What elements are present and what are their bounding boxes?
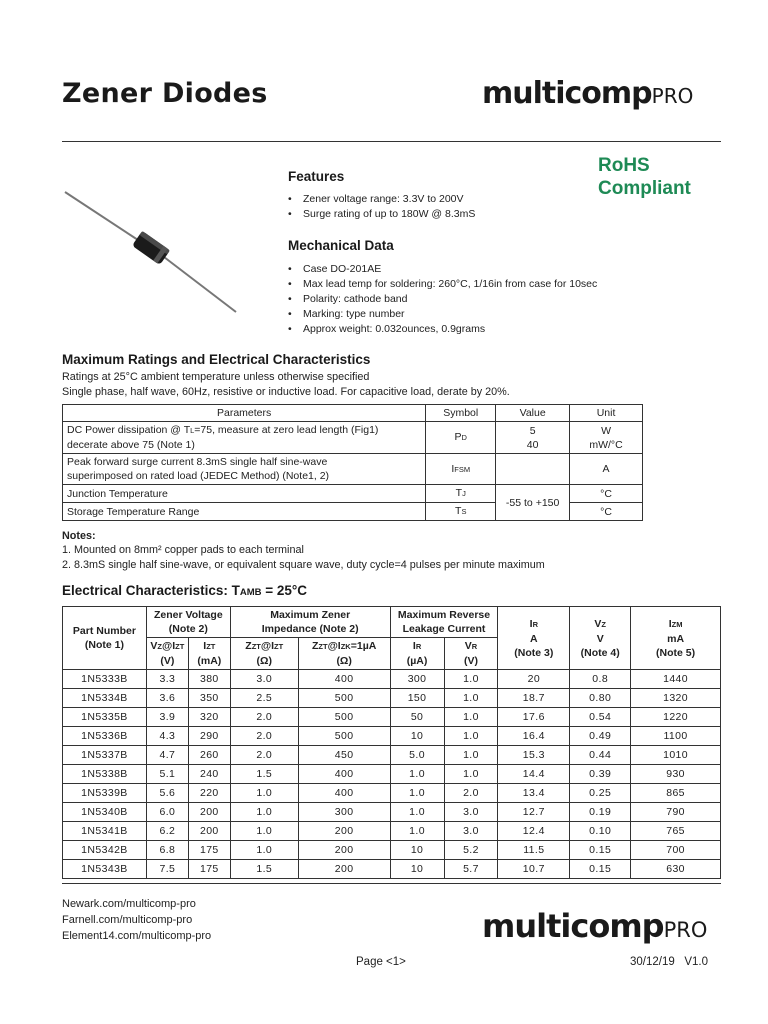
table-cell: 1.0 (444, 765, 498, 784)
table-cell: 930 (631, 765, 721, 784)
symbol-cell: IFSM (426, 454, 496, 485)
table-cell: 150 (390, 689, 444, 708)
table-cell: 0.80 (570, 689, 631, 708)
mechanical-heading: Mechanical Data (288, 238, 394, 253)
page-number: Page <1> (356, 956, 406, 968)
table-cell: 2.0 (444, 784, 498, 803)
table-cell: 0.15 (570, 860, 631, 879)
table-cell: 11.5 (498, 841, 570, 860)
header-divider (62, 141, 721, 142)
col-izm: IZM mA (Note 5) (631, 607, 721, 670)
logo-pro-text: PRO (651, 84, 694, 108)
table-cell: 200 (298, 860, 390, 879)
table-cell: 1.0 (230, 822, 298, 841)
table-cell: 0.8 (570, 670, 631, 689)
table-cell: 2.5 (230, 689, 298, 708)
table-row (63, 784, 721, 803)
table-cell: 290 (188, 727, 230, 746)
table-cell: 13.4 (498, 784, 570, 803)
table-cell: 5.0 (390, 746, 444, 765)
table-row (63, 803, 721, 822)
table-row (63, 765, 721, 784)
table-row (63, 708, 721, 727)
table-row (63, 860, 721, 879)
table-cell: 500 (298, 689, 390, 708)
table-cell: 15.3 (498, 746, 570, 765)
electrical-table-body (63, 670, 721, 879)
table-cell: 7.5 (146, 860, 188, 879)
table-cell: 450 (298, 746, 390, 765)
table-cell: 1.0 (390, 803, 444, 822)
table-cell: 1.5 (230, 765, 298, 784)
table-cell: 0.19 (570, 803, 631, 822)
table-cell: 10 (390, 860, 444, 879)
logo-pro-text: PRO (663, 918, 708, 942)
table-cell: 1N5340B (63, 803, 147, 822)
table-cell: 0.49 (570, 727, 631, 746)
electrical-characteristics-table (62, 606, 721, 879)
table-cell: 350 (188, 689, 230, 708)
note-1: 1. Mounted on 8mm² copper pads to each terminal (62, 544, 304, 556)
unit-cell: W mW/°C (570, 422, 643, 454)
table-cell: 3.6 (146, 689, 188, 708)
table-cell: 175 (188, 860, 230, 879)
param-cell: Storage Temperature Range (63, 503, 426, 521)
col-vr: VR (V) (444, 638, 498, 670)
rohs-badge (598, 154, 691, 200)
list-item: • Max lead temp for soldering: 260°C, 1/16in from case for 10sec (288, 277, 597, 292)
table-cell: 1.0 (444, 727, 498, 746)
table-cell: 3.0 (444, 822, 498, 841)
table-row (63, 454, 643, 485)
table-cell: 1.0 (390, 765, 444, 784)
table-cell: 1N5334B (63, 689, 147, 708)
symbol-cell: TJ (426, 485, 496, 503)
table-cell: 2.0 (230, 708, 298, 727)
table-cell: 0.15 (570, 841, 631, 860)
table-cell: 380 (188, 670, 230, 689)
table-cell: 1N5337B (63, 746, 147, 765)
table-cell: 240 (188, 765, 230, 784)
table-row (63, 841, 721, 860)
table-cell: 0.25 (570, 784, 631, 803)
col-value: Value (496, 405, 570, 422)
table-cell: 790 (631, 803, 721, 822)
table-cell: 2.0 (230, 727, 298, 746)
electrical-heading: Electrical Characteristics: TAMB = 25°C (62, 583, 308, 598)
col-vz-at-izt: VZ@IZT (V) (146, 638, 188, 670)
table-cell: 5.1 (146, 765, 188, 784)
table-cell: 12.4 (498, 822, 570, 841)
rohs-line2: Compliant (598, 178, 691, 199)
table-cell: 1320 (631, 689, 721, 708)
table-row (63, 422, 643, 454)
table-cell: 200 (188, 822, 230, 841)
table-cell: 1.0 (444, 708, 498, 727)
table-cell: 400 (298, 765, 390, 784)
table-row (63, 670, 721, 689)
list-item: • Zener voltage range: 3.3V to 200V (288, 192, 475, 207)
table-header-row (63, 607, 721, 638)
list-item: • Case DO-201AE (288, 262, 597, 277)
col-ir: IR A (Note 3) (498, 607, 570, 670)
table-header-row (63, 405, 643, 422)
table-cell: 200 (298, 841, 390, 860)
value-cell: 5 40 (496, 422, 570, 454)
table-cell: 1.0 (444, 670, 498, 689)
ratings-note-1: Ratings at 25°C ambient temperature unless otherwise specified (62, 371, 370, 383)
param-cell: Junction Temperature (63, 485, 426, 503)
table-cell: 865 (631, 784, 721, 803)
param-cell: Peak forward surge current 8.3mS single half sine-wave superimposed on rated load (JEDEC Method) (Note1, 2) (63, 454, 426, 485)
table-cell: 3.0 (230, 670, 298, 689)
table-cell: 6.2 (146, 822, 188, 841)
ratings-note-2: Single phase, half wave, 60Hz, resistive or inductive load. For capacitive load, derate by 20%. (62, 386, 510, 398)
table-cell: 300 (298, 803, 390, 822)
symbol-cell: TS (426, 503, 496, 521)
param-cell: DC Power dissipation @ TL=75, measure at zero lead length (Fig1) decerate above 75 (Note 1) (63, 422, 426, 454)
table-cell: 10.7 (498, 860, 570, 879)
table-cell: 1.0 (444, 689, 498, 708)
note-2: 2. 8.3mS single half sine-wave, or equivalent square wave, duty cycle=4 pulses per minute maximum (62, 559, 545, 571)
date-version: 30/12/19 V1.0 (630, 956, 709, 968)
max-ratings-table (62, 404, 643, 521)
table-cell: 1N5336B (63, 727, 147, 746)
table-cell: 0.10 (570, 822, 631, 841)
footer-link-farnell[interactable]: Farnell.com/multicomp-pro (62, 914, 193, 926)
col-zzk: ZZT@IZK=1µA (Ω) (298, 638, 390, 670)
table-cell: 4.7 (146, 746, 188, 765)
table-cell: 3.3 (146, 670, 188, 689)
page-title: Zener Diodes (62, 78, 268, 109)
table-cell: 1N5333B (63, 670, 147, 689)
logo-main-text: multicomp (482, 76, 652, 111)
table-cell: 6.8 (146, 841, 188, 860)
list-item: • Surge rating of up to 180W @ 8.3mS (288, 207, 475, 222)
table-cell: 300 (390, 670, 444, 689)
table-cell: 2.0 (230, 746, 298, 765)
col-zener-voltage: Zener Voltage (Note 2) (146, 607, 230, 638)
col-unit: Unit (570, 405, 643, 422)
table-cell: 3.9 (146, 708, 188, 727)
table-row (63, 485, 643, 503)
table-row (63, 689, 721, 708)
temp-value-cell: -55 to +150 (496, 485, 570, 521)
table-row (63, 822, 721, 841)
table-cell: 0.39 (570, 765, 631, 784)
table-cell: 260 (188, 746, 230, 765)
col-zzt: ZZT@IZT (Ω) (230, 638, 298, 670)
table-row (63, 746, 721, 765)
table-cell: 0.44 (570, 746, 631, 765)
table-cell: 630 (631, 860, 721, 879)
table-cell: 500 (298, 708, 390, 727)
multicomp-pro-logo (482, 76, 693, 111)
table-cell: 12.7 (498, 803, 570, 822)
table-cell: 6.0 (146, 803, 188, 822)
table-cell: 220 (188, 784, 230, 803)
table-cell: 1N5338B (63, 765, 147, 784)
footer-divider (62, 883, 721, 884)
table-cell: 1.0 (230, 803, 298, 822)
logo-main-text: multicomp (482, 907, 664, 945)
table-cell: 20 (498, 670, 570, 689)
footer-link-newark[interactable]: Newark.com/multicomp-pro (62, 898, 196, 910)
table-cell: 4.3 (146, 727, 188, 746)
table-cell: 1100 (631, 727, 721, 746)
table-cell: 1N5339B (63, 784, 147, 803)
col-leakage-current: Maximum Reverse Leakage Current (390, 607, 498, 638)
table-cell: 200 (298, 822, 390, 841)
notes-heading: Notes: (62, 530, 96, 542)
table-cell: 1N5341B (63, 822, 147, 841)
table-cell: 1.5 (230, 860, 298, 879)
unit-cell: A (570, 454, 643, 485)
col-ir-ua: IR (µA) (390, 638, 444, 670)
list-item: • Polarity: cathode band (288, 292, 597, 307)
table-cell: 18.7 (498, 689, 570, 708)
table-cell: 14.4 (498, 765, 570, 784)
table-cell: 1.0 (230, 841, 298, 860)
table-cell: 320 (188, 708, 230, 727)
multicomp-pro-logo-footer (482, 907, 707, 945)
table-cell: 10 (390, 841, 444, 860)
table-cell: 1N5342B (63, 841, 147, 860)
table-cell: 175 (188, 841, 230, 860)
features-list (288, 192, 475, 222)
table-cell: 5.2 (444, 841, 498, 860)
table-cell: 1220 (631, 708, 721, 727)
table-cell: 1.0 (390, 822, 444, 841)
table-cell: 700 (631, 841, 721, 860)
list-item: • Approx weight: 0.032ounces, 0.9grams (288, 322, 597, 337)
table-cell: 400 (298, 670, 390, 689)
col-vz: VZ V (Note 4) (570, 607, 631, 670)
table-cell: 765 (631, 822, 721, 841)
table-cell: 1440 (631, 670, 721, 689)
table-cell: 1.0 (230, 784, 298, 803)
features-heading: Features (288, 169, 345, 184)
value-cell (496, 454, 570, 485)
table-cell: 1010 (631, 746, 721, 765)
footer-links (62, 896, 211, 944)
table-cell: 10 (390, 727, 444, 746)
unit-cell: °C (570, 485, 643, 503)
unit-cell: °C (570, 503, 643, 521)
footer-link-element14[interactable]: Element14.com/multicomp-pro (62, 930, 212, 942)
table-cell: 1.0 (390, 784, 444, 803)
table-row (63, 727, 721, 746)
table-cell: 500 (298, 727, 390, 746)
list-item: • Marking: type number (288, 307, 597, 322)
table-cell: 17.6 (498, 708, 570, 727)
col-symbol: Symbol (426, 405, 496, 422)
table-cell: 0.54 (570, 708, 631, 727)
table-cell: 5.7 (444, 860, 498, 879)
col-part-number: Part Number (Note 1) (63, 607, 147, 670)
symbol-cell: PD (426, 422, 496, 454)
table-cell: 50 (390, 708, 444, 727)
table-cell: 1.0 (444, 746, 498, 765)
table-cell: 3.0 (444, 803, 498, 822)
table-cell: 5.6 (146, 784, 188, 803)
zener-diode-image (60, 185, 245, 320)
table-cell: 400 (298, 784, 390, 803)
mechanical-list (288, 262, 597, 337)
col-parameters: Parameters (63, 405, 426, 422)
col-zener-impedance: Maximum Zener Impedance (Note 2) (230, 607, 390, 638)
table-cell: 200 (188, 803, 230, 822)
ratings-heading: Maximum Ratings and Electrical Characteristics (62, 352, 371, 367)
table-cell: 1N5335B (63, 708, 147, 727)
col-izt: IZT (mA) (188, 638, 230, 670)
rohs-line1: RoHS (598, 155, 650, 176)
table-cell: 1N5343B (63, 860, 147, 879)
table-cell: 16.4 (498, 727, 570, 746)
